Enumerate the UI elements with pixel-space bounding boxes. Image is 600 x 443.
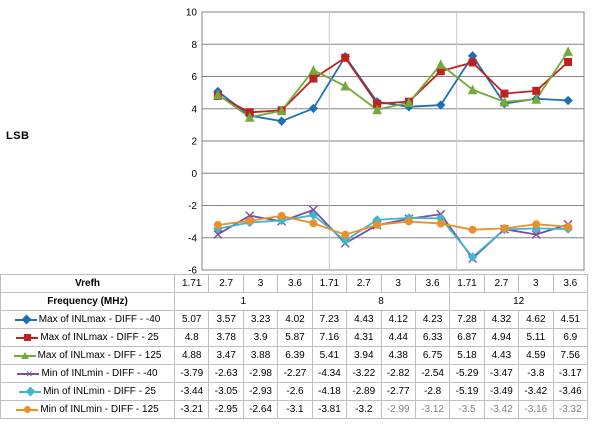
value-cell-2-5: 3.94 xyxy=(347,347,381,365)
value-cell-2-6: 4.38 xyxy=(381,347,415,365)
legend-entry-0 xyxy=(1,311,175,329)
legend-swatch xyxy=(16,405,38,414)
legend-entry-1 xyxy=(1,329,175,347)
value-cell-0-1: 3.57 xyxy=(209,311,243,329)
vrefh-cell-10: 3 xyxy=(519,275,553,293)
value-cell-5-0: -3.21 xyxy=(175,401,209,419)
value-cell-2-9: 4.43 xyxy=(484,347,518,365)
value-cell-4-0: -3.44 xyxy=(175,383,209,401)
value-cell-5-5: -3.2 xyxy=(347,401,381,419)
legend-label: Max of INLmax - DIFF - -40 xyxy=(38,314,161,325)
data-table-area xyxy=(0,274,600,419)
value-cell-2-2: 3.88 xyxy=(243,347,277,365)
value-cell-0-11: 4.51 xyxy=(553,311,587,329)
value-cell-3-9: -3.47 xyxy=(484,365,518,383)
legend-entry-4 xyxy=(1,383,175,401)
value-cell-2-0: 4.88 xyxy=(175,347,209,365)
legend-label: Min of INLmin - DIFF - 125 xyxy=(40,404,159,415)
vrefh-cell-4: 1.71 xyxy=(312,275,346,293)
vrefh-cell-1: 2.7 xyxy=(209,275,243,293)
value-cell-4-2: -2.93 xyxy=(243,383,277,401)
svg-text:-4: -4 xyxy=(188,233,197,245)
row-header-vrefh: Vrefh xyxy=(1,275,175,293)
table-row-vrefh xyxy=(1,275,588,293)
value-cell-4-5: -2.89 xyxy=(347,383,381,401)
vrefh-cell-6: 3 xyxy=(381,275,415,293)
value-cell-4-1: -3.05 xyxy=(209,383,243,401)
value-cell-0-7: 4.23 xyxy=(415,311,449,329)
value-cell-1-9: 4.94 xyxy=(484,329,518,347)
legend-swatch xyxy=(15,315,37,324)
value-cell-4-9: -3.49 xyxy=(484,383,518,401)
table-row xyxy=(1,383,588,401)
value-cell-5-7: -3.12 xyxy=(415,401,449,419)
value-cell-5-1: -2.95 xyxy=(209,401,243,419)
vrefh-cell-2: 3 xyxy=(243,275,277,293)
value-cell-0-3: 4.02 xyxy=(278,311,312,329)
y-axis-label: LSB xyxy=(6,130,30,142)
value-cell-1-11: 6.9 xyxy=(553,329,587,347)
frequency-group-1: 8 xyxy=(312,293,450,311)
value-cell-3-4: -4.34 xyxy=(312,365,346,383)
svg-text:10: 10 xyxy=(185,7,197,19)
svg-text:2: 2 xyxy=(191,136,197,148)
legend-swatch xyxy=(19,387,41,396)
vrefh-cell-0: 1.71 xyxy=(175,275,209,293)
value-cell-4-3: -2.6 xyxy=(278,383,312,401)
value-cell-3-7: -2.54 xyxy=(415,365,449,383)
value-cell-1-4: 7.16 xyxy=(312,329,346,347)
value-cell-0-8: 7.28 xyxy=(450,311,484,329)
value-cell-5-11: -3.32 xyxy=(553,401,587,419)
value-cell-0-4: 7.23 xyxy=(312,311,346,329)
table-row xyxy=(1,347,588,365)
value-cell-0-5: 4.43 xyxy=(347,311,381,329)
legend-entry-5 xyxy=(1,401,175,419)
value-cell-3-11: -3.17 xyxy=(553,365,587,383)
table-row xyxy=(1,365,588,383)
value-cell-1-3: 5.87 xyxy=(278,329,312,347)
value-cell-0-6: 4.12 xyxy=(381,311,415,329)
vrefh-cell-11: 3.6 xyxy=(553,275,587,293)
value-cell-3-5: -3.22 xyxy=(347,365,381,383)
frequency-group-2: 12 xyxy=(450,293,588,311)
value-cell-1-7: 6.33 xyxy=(415,329,449,347)
value-cell-5-2: -2.64 xyxy=(243,401,277,419)
svg-text:-2: -2 xyxy=(188,201,197,212)
vrefh-cell-5: 2.7 xyxy=(347,275,381,293)
value-cell-1-1: 3.78 xyxy=(209,329,243,347)
frequency-group-0: 1 xyxy=(175,293,313,311)
value-cell-2-11: 7.56 xyxy=(553,347,587,365)
chart-plot-area xyxy=(176,6,588,274)
vrefh-cell-8: 1.71 xyxy=(450,275,484,293)
value-cell-1-5: 4.31 xyxy=(347,329,381,347)
value-cell-5-3: -3.1 xyxy=(278,401,312,419)
svg-text:8: 8 xyxy=(191,39,197,51)
vrefh-cell-7: 3.6 xyxy=(415,275,449,293)
value-cell-4-10: -3.42 xyxy=(519,383,553,401)
value-cell-4-8: -5.19 xyxy=(450,383,484,401)
value-cell-1-2: 3.9 xyxy=(243,329,277,347)
legend-swatch xyxy=(16,333,38,342)
value-cell-4-11: -3.46 xyxy=(553,383,587,401)
legend-entry-2 xyxy=(1,347,175,365)
value-cell-4-4: -4.18 xyxy=(312,383,346,401)
data-table xyxy=(0,274,588,419)
value-cell-4-6: -2.77 xyxy=(381,383,415,401)
value-cell-3-2: -2.98 xyxy=(243,365,277,383)
value-cell-5-8: -3.5 xyxy=(450,401,484,419)
value-cell-2-1: 3.47 xyxy=(209,347,243,365)
value-cell-3-10: -3.8 xyxy=(519,365,553,383)
value-cell-5-6: -2.99 xyxy=(381,401,415,419)
table-row xyxy=(1,401,588,419)
vrefh-cell-9: 2.7 xyxy=(484,275,518,293)
value-cell-1-8: 6.87 xyxy=(450,329,484,347)
svg-text:6: 6 xyxy=(191,72,197,83)
value-cell-0-9: 4.32 xyxy=(484,311,518,329)
value-cell-0-0: 5.07 xyxy=(175,311,209,329)
table-row xyxy=(1,329,588,347)
legend-label: Min of INLmin - DIFF - 25 xyxy=(43,386,156,397)
value-cell-1-0: 4.8 xyxy=(175,329,209,347)
legend-swatch: ✕ xyxy=(17,369,39,378)
legend-entry-3 xyxy=(1,365,175,383)
line-chart xyxy=(176,6,588,274)
value-cell-3-8: -5.29 xyxy=(450,365,484,383)
svg-text:-6: -6 xyxy=(188,265,197,274)
value-cell-2-3: 6.39 xyxy=(278,347,312,365)
value-cell-2-7: 6.75 xyxy=(415,347,449,365)
value-cell-2-10: 4.59 xyxy=(519,347,553,365)
value-cell-0-10: 4.62 xyxy=(519,311,553,329)
legend-label: Min of INLmin - DIFF - -40 xyxy=(41,368,158,379)
legend-swatch xyxy=(14,351,36,360)
svg-text:0: 0 xyxy=(191,168,197,180)
legend-label: Max of INLmax - DIFF - 25 xyxy=(40,332,159,343)
value-cell-3-0: -3.79 xyxy=(175,365,209,383)
value-cell-1-10: 5.11 xyxy=(519,329,553,347)
value-cell-0-2: 3.23 xyxy=(243,311,277,329)
value-cell-2-8: 5.18 xyxy=(450,347,484,365)
value-cell-5-9: -3.42 xyxy=(484,401,518,419)
value-cell-3-6: -2.82 xyxy=(381,365,415,383)
value-cell-5-10: -3.16 xyxy=(519,401,553,419)
row-header-frequency: Frequency (MHz) xyxy=(1,293,175,311)
value-cell-4-7: -2.8 xyxy=(415,383,449,401)
table-row xyxy=(1,311,588,329)
value-cell-3-3: -2.27 xyxy=(278,365,312,383)
legend-label: Max of INLmax - DIFF - 125 xyxy=(37,350,162,361)
value-cell-2-4: 5.41 xyxy=(312,347,346,365)
svg-text:4: 4 xyxy=(191,104,197,116)
value-cell-3-1: -2.63 xyxy=(209,365,243,383)
vrefh-cell-3: 3.6 xyxy=(278,275,312,293)
value-cell-1-6: 4.44 xyxy=(381,329,415,347)
table-row-frequency xyxy=(1,293,588,311)
value-cell-5-4: -3.81 xyxy=(312,401,346,419)
